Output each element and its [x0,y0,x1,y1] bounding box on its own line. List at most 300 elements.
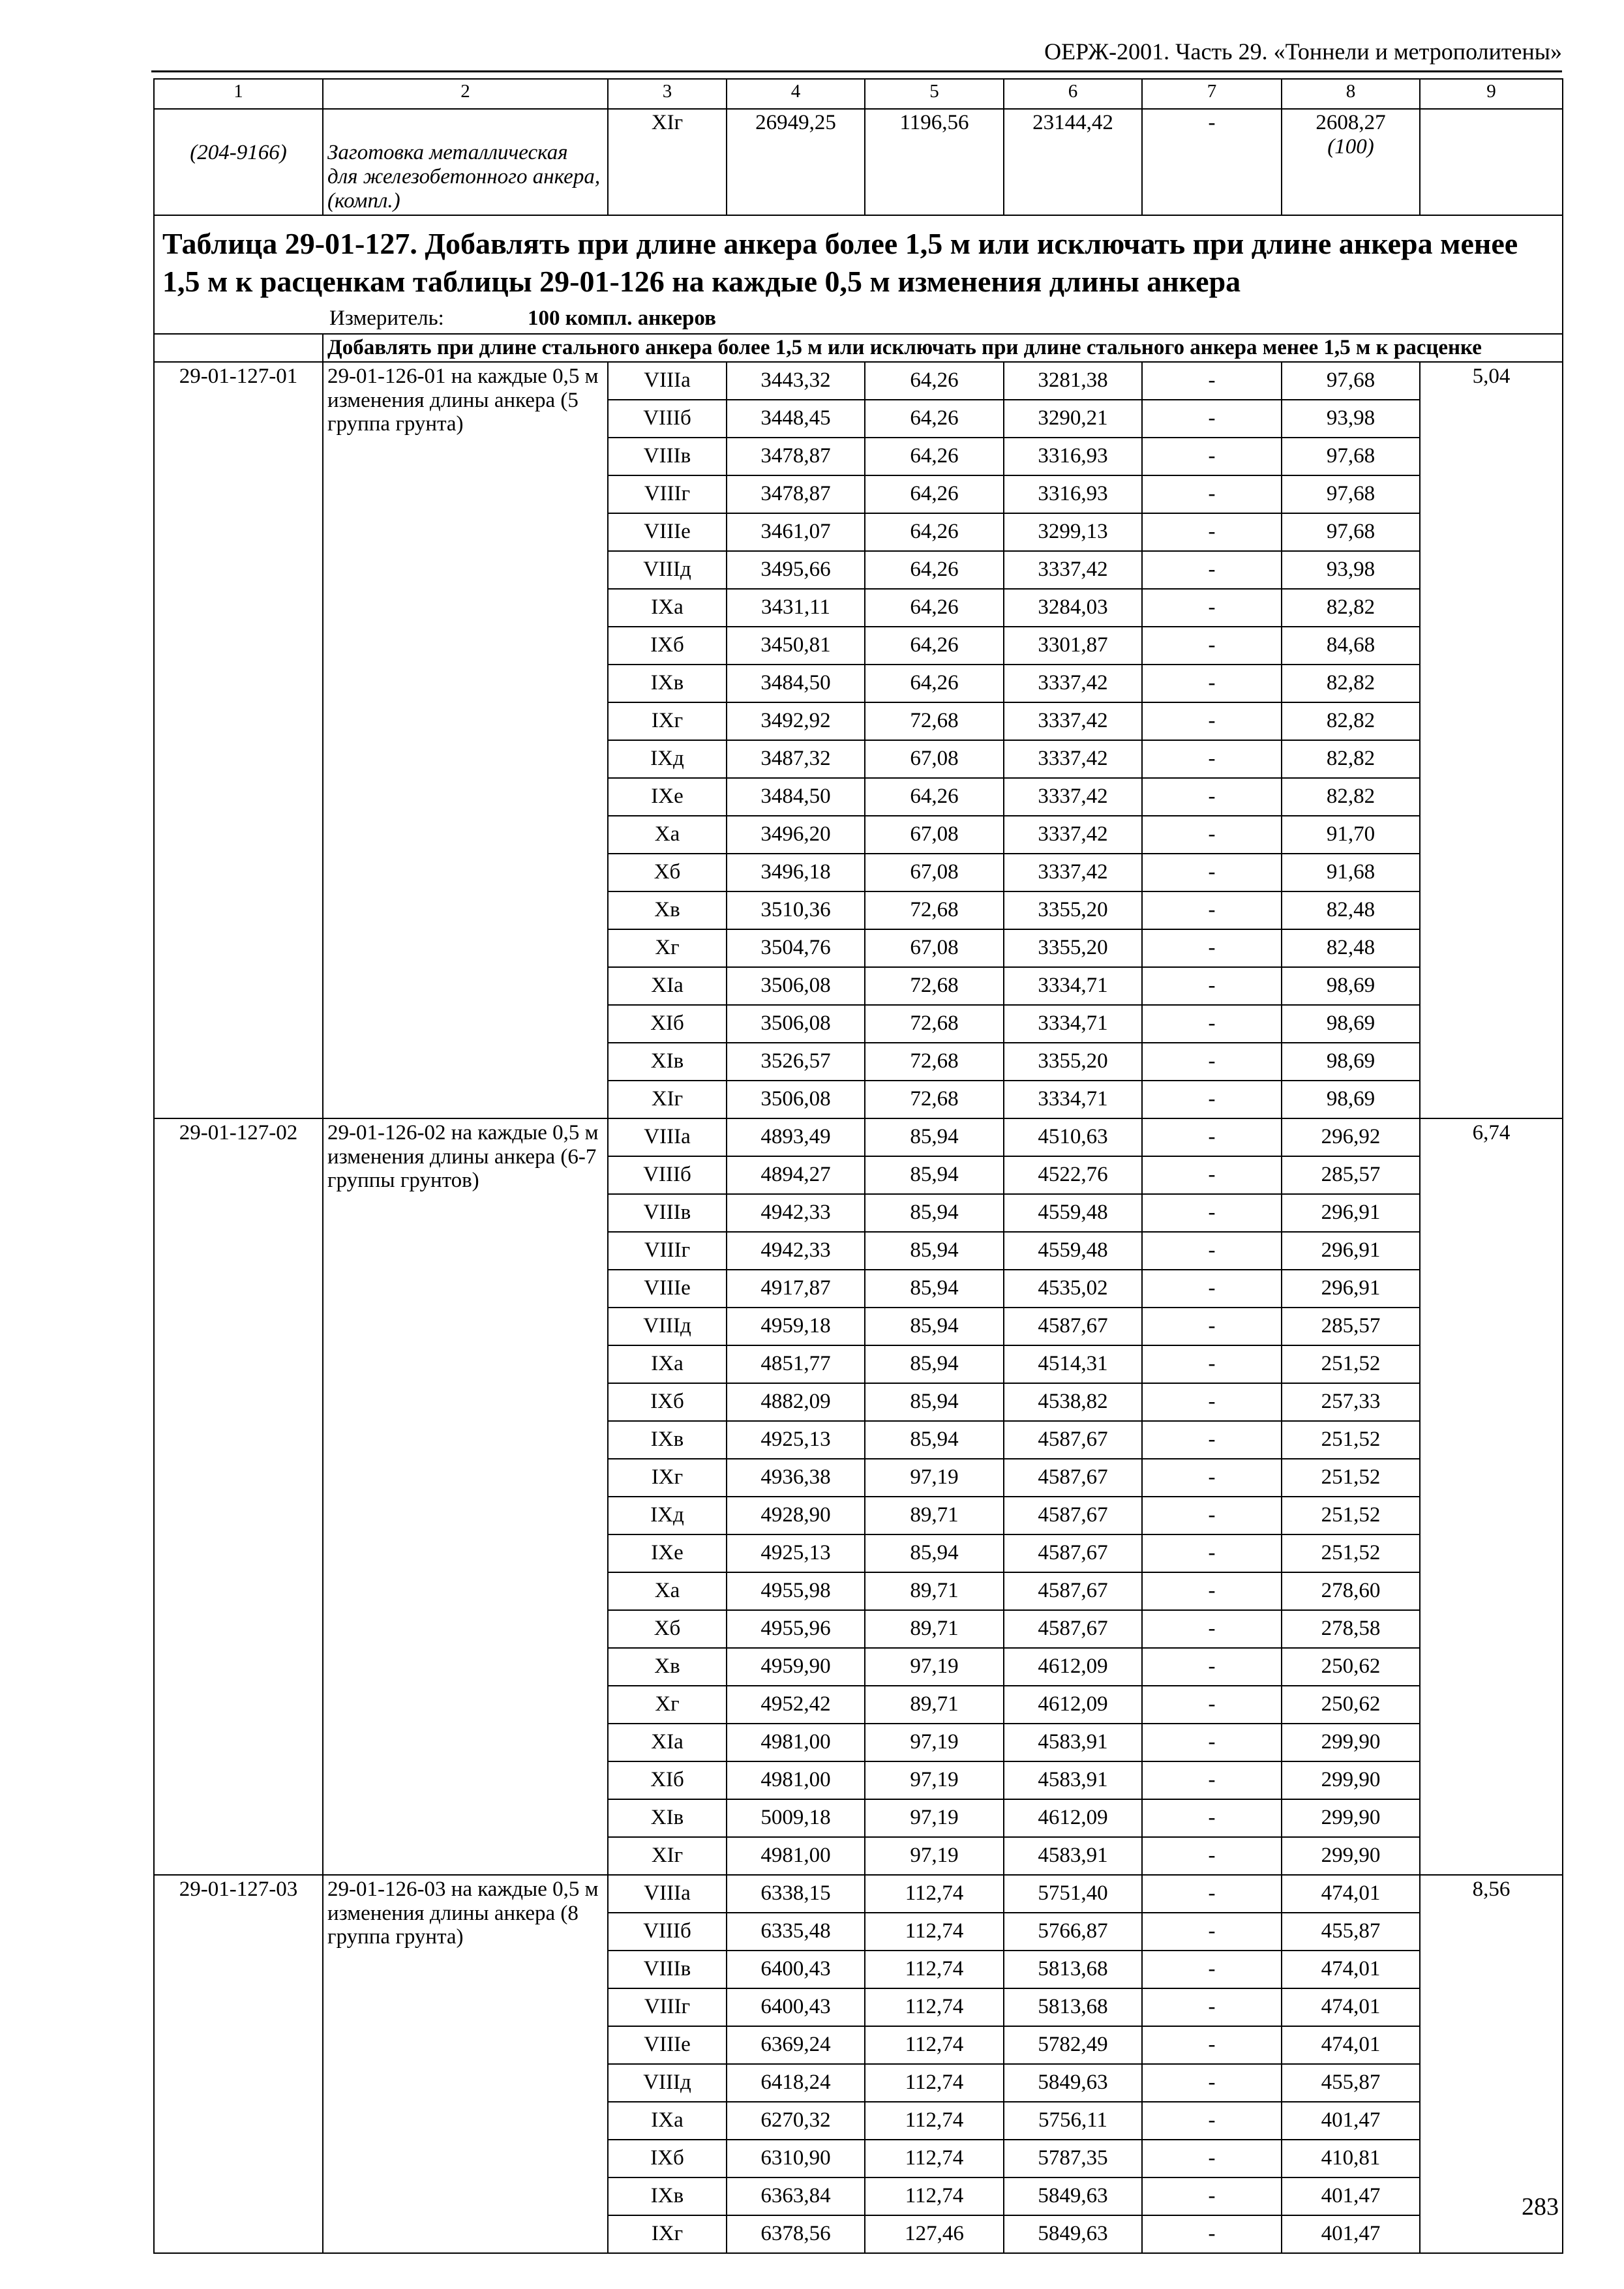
machinery-cost: 3301,87 [1004,627,1142,665]
ground-class: IXд [608,1497,727,1534]
materials-cost: 82,82 [1282,740,1420,778]
labor-cost: 127,46 [865,2215,1004,2253]
ground-class: VIIIб [608,1156,727,1194]
total-cost: 6363,84 [727,2177,865,2215]
driver-pay: - [1142,475,1282,513]
materials-cost: 278,58 [1282,1610,1420,1648]
materials-cost: 93,98 [1282,551,1420,589]
labor-cost: 72,68 [865,891,1004,929]
total-cost: 3443,32 [727,362,865,400]
materials-cost: 410,81 [1282,2140,1420,2177]
driver-pay: - [1142,1421,1282,1459]
materials-cost: 401,47 [1282,2215,1420,2253]
materials-cost: 82,48 [1282,891,1420,929]
materials-cost: 97,68 [1282,475,1420,513]
total-cost: 3484,50 [727,778,865,816]
labor-cost: 85,94 [865,1534,1004,1572]
material-code: (204-9166) [154,109,323,215]
labor-cost: 64,26 [865,513,1004,551]
driver-pay: - [1142,1799,1282,1837]
material-description: Заготовка металлическая для железобетонного анкера, (компл.) [323,109,608,215]
total-cost: 4959,90 [727,1648,865,1686]
total-cost: 3450,81 [727,627,865,665]
material-col6: 23144,42 [1004,109,1142,215]
running-header: ОЕРЖ-2001. Часть 29. «Тоннели и метрополитены» [1044,38,1562,65]
total-cost: 3431,11 [727,589,865,627]
total-cost: 4917,87 [727,1270,865,1308]
total-cost: 3510,36 [727,891,865,929]
column-number: 2 [323,79,608,109]
labor-cost: 97,19 [865,1724,1004,1761]
materials-cost: 299,90 [1282,1724,1420,1761]
driver-pay: - [1142,1232,1282,1270]
total-cost: 4955,98 [727,1572,865,1610]
labor-cost: 112,74 [865,1951,1004,1988]
total-cost: 6270,32 [727,2102,865,2140]
labor-cost: 64,26 [865,551,1004,589]
total-cost: 6400,43 [727,1951,865,1988]
column-number-row [154,79,1563,109]
total-cost: 6400,43 [727,1988,865,2026]
machinery-cost: 3284,03 [1004,589,1142,627]
driver-pay: - [1142,438,1282,475]
ground-class: VIIIд [608,551,727,589]
machinery-cost: 3337,42 [1004,702,1142,740]
ground-class: XIа [608,1724,727,1761]
driver-pay: - [1142,2140,1282,2177]
total-cost: 4981,00 [727,1724,865,1761]
driver-pay: - [1142,1988,1282,2026]
machinery-cost: 4583,91 [1004,1761,1142,1799]
labor-cost: 112,74 [865,2140,1004,2177]
machinery-cost: 4612,09 [1004,1799,1142,1837]
materials-cost: 97,68 [1282,513,1420,551]
table-row [154,1118,1563,1156]
driver-pay: - [1142,1724,1282,1761]
ground-class: VIIIг [608,1988,727,2026]
column-number: 6 [1004,79,1142,109]
labor-cost: 64,26 [865,438,1004,475]
materials-cost: 98,69 [1282,1081,1420,1118]
driver-pay: - [1142,1875,1282,1913]
total-cost: 4981,00 [727,1761,865,1799]
driver-pay: - [1142,1913,1282,1951]
labor-cost: 97,19 [865,1799,1004,1837]
labor-cost: 97,19 [865,1837,1004,1875]
rate-description: 29-01-126-03 на каждые 0,5 м изменения длины анкера (8 группа грунта) [323,1875,608,2253]
total-cost: 3478,87 [727,438,865,475]
driver-pay: - [1142,1081,1282,1118]
ground-class: Xв [608,891,727,929]
machinery-cost: 4559,48 [1004,1194,1142,1232]
ground-class: VIIIг [608,1232,727,1270]
materials-cost: 82,82 [1282,589,1420,627]
driver-pay: - [1142,400,1282,438]
column-number: 5 [865,79,1004,109]
column-number: 4 [727,79,865,109]
labor-hours: 6,74 [1420,1118,1563,1875]
ground-class: VIIIе [608,513,727,551]
table-title-row [154,215,1563,334]
driver-pay: - [1142,1610,1282,1648]
ground-class: VIIIд [608,1308,727,1345]
ground-class: XIг [608,1837,727,1875]
labor-cost: 72,68 [865,702,1004,740]
labor-cost: 72,68 [865,1081,1004,1118]
labor-cost: 112,74 [865,2102,1004,2140]
machinery-cost: 3334,71 [1004,1081,1142,1118]
driver-pay: - [1142,551,1282,589]
ground-class: IXа [608,1345,727,1383]
machinery-cost: 4612,09 [1004,1648,1142,1686]
total-cost: 3478,87 [727,475,865,513]
ground-class: IXа [608,2102,727,2140]
ground-class: VIIIб [608,400,727,438]
machinery-cost: 5787,35 [1004,2140,1142,2177]
materials-cost: 97,68 [1282,362,1420,400]
machinery-cost: 5849,63 [1004,2064,1142,2102]
driver-pay: - [1142,1648,1282,1686]
driver-pay: - [1142,816,1282,854]
driver-pay: - [1142,665,1282,702]
machinery-cost: 3355,20 [1004,929,1142,967]
labor-cost: 67,08 [865,740,1004,778]
column-number: 8 [1282,79,1420,109]
table-row [154,362,1563,400]
ground-class: IXг [608,2215,727,2253]
labor-cost: 112,74 [865,1875,1004,1913]
materials-cost: 250,62 [1282,1648,1420,1686]
total-cost: 3487,32 [727,740,865,778]
labor-cost: 112,74 [865,2177,1004,2215]
materials-cost: 278,60 [1282,1572,1420,1610]
driver-pay: - [1142,513,1282,551]
machinery-cost: 3281,38 [1004,362,1142,400]
driver-pay: - [1142,1534,1282,1572]
materials-cost: 91,68 [1282,854,1420,891]
machinery-cost: 3337,42 [1004,551,1142,589]
materials-cost: 474,01 [1282,2026,1420,2064]
ground-class: Xв [608,1648,727,1686]
driver-pay: - [1142,1118,1282,1156]
materials-cost: 401,47 [1282,2102,1420,2140]
materials-cost: 98,69 [1282,1043,1420,1081]
machinery-cost: 3316,93 [1004,438,1142,475]
ground-class: VIIIв [608,1951,727,1988]
machinery-cost: 3337,42 [1004,778,1142,816]
labor-cost: 112,74 [865,1913,1004,1951]
ground-class: Xг [608,929,727,967]
materials-cost: 401,47 [1282,2177,1420,2215]
driver-pay: - [1142,929,1282,967]
material-class: XIг [608,109,727,215]
total-cost: 3448,45 [727,400,865,438]
total-cost: 4851,77 [727,1345,865,1383]
materials-cost: 84,68 [1282,627,1420,665]
materials-cost: 296,91 [1282,1232,1420,1270]
machinery-cost: 4587,67 [1004,1421,1142,1459]
total-cost: 3496,20 [727,816,865,854]
driver-pay: - [1142,2215,1282,2253]
labor-cost: 97,19 [865,1761,1004,1799]
total-cost: 4942,33 [727,1232,865,1270]
total-cost: 3506,08 [727,967,865,1005]
materials-cost: 474,01 [1282,1875,1420,1913]
labor-cost: 85,94 [865,1383,1004,1421]
ground-class: VIIIе [608,2026,727,2064]
materials-cost: 91,70 [1282,816,1420,854]
materials-cost: 455,87 [1282,2064,1420,2102]
materials-cost: 82,82 [1282,702,1420,740]
labor-cost: 72,68 [865,1005,1004,1043]
ground-class: IXв [608,2177,727,2215]
total-cost: 4882,09 [727,1383,865,1421]
unit-label: Измеритель: [329,306,444,330]
driver-pay: - [1142,702,1282,740]
ground-class: XIг [608,1081,727,1118]
machinery-cost: 3355,20 [1004,1043,1142,1081]
column-number: 3 [608,79,727,109]
labor-cost: 85,94 [865,1421,1004,1459]
machinery-cost: 4612,09 [1004,1686,1142,1724]
total-cost: 6338,15 [727,1875,865,1913]
machinery-cost: 3337,42 [1004,740,1142,778]
materials-cost: 82,48 [1282,929,1420,967]
ground-class: XIа [608,967,727,1005]
machinery-cost: 5756,11 [1004,2102,1142,2140]
materials-cost: 251,52 [1282,1534,1420,1572]
driver-pay: - [1142,1459,1282,1497]
labor-cost: 72,68 [865,1043,1004,1081]
materials-cost: 474,01 [1282,1951,1420,1988]
ground-class: VIIIд [608,2064,727,2102]
machinery-cost: 5782,49 [1004,2026,1142,2064]
driver-pay: - [1142,1497,1282,1534]
machinery-cost: 4522,76 [1004,1156,1142,1194]
table-row [154,1875,1563,1913]
labor-cost: 85,94 [865,1308,1004,1345]
materials-cost: 299,90 [1282,1799,1420,1837]
driver-pay: - [1142,1156,1282,1194]
labor-cost: 64,26 [865,400,1004,438]
machinery-cost: 3299,13 [1004,513,1142,551]
machinery-cost: 4510,63 [1004,1118,1142,1156]
driver-pay: - [1142,362,1282,400]
machinery-cost: 4587,67 [1004,1572,1142,1610]
driver-pay: - [1142,891,1282,929]
driver-pay: - [1142,967,1282,1005]
machinery-cost: 3337,42 [1004,816,1142,854]
ground-class: IXб [608,1383,727,1421]
labor-cost: 67,08 [865,854,1004,891]
driver-pay: - [1142,1194,1282,1232]
driver-pay: - [1142,1005,1282,1043]
ground-class: IXе [608,1534,727,1572]
materials-cost: 251,52 [1282,1497,1420,1534]
total-cost: 6310,90 [727,2140,865,2177]
total-cost: 3496,18 [727,854,865,891]
ground-class: IXв [608,665,727,702]
ground-class: Xб [608,854,727,891]
ground-class: XIб [608,1005,727,1043]
labor-cost: 112,74 [865,1988,1004,2026]
ground-class: XIв [608,1799,727,1837]
machinery-cost: 4587,67 [1004,1459,1142,1497]
total-cost: 4936,38 [727,1459,865,1497]
labor-cost: 64,26 [865,665,1004,702]
column-number: 7 [1142,79,1282,109]
labor-cost: 64,26 [865,589,1004,627]
machinery-cost: 3316,93 [1004,475,1142,513]
driver-pay: - [1142,1761,1282,1799]
material-col5: 1196,56 [865,109,1004,215]
material-col7: - [1142,109,1282,215]
driver-pay: - [1142,1308,1282,1345]
rates-table [153,78,1563,2254]
machinery-cost: 4538,82 [1004,1383,1142,1421]
driver-pay: - [1142,1686,1282,1724]
unit-line [158,307,1558,331]
labor-cost: 112,74 [865,2026,1004,2064]
driver-pay: - [1142,1951,1282,1988]
machinery-cost: 4583,91 [1004,1837,1142,1875]
total-cost: 3504,76 [727,929,865,967]
material-col8-value: 2608,27 [1316,111,1386,134]
ground-class: VIIIа [608,362,727,400]
ground-class: XIб [608,1761,727,1799]
materials-cost: 251,52 [1282,1459,1420,1497]
subheading-row [154,334,1563,362]
labor-cost: 85,94 [865,1270,1004,1308]
ground-class: IXг [608,702,727,740]
labor-cost: 64,26 [865,778,1004,816]
table-title: Таблица 29-01-127. Добавлять при длине анкера более 1,5 м или исключать при длине анкера менее 1,5 м к расценкам таблицы 29-01-126 на каждые 0,5 м изменения длины анкера [162,226,1518,299]
total-cost: 4942,33 [727,1194,865,1232]
materials-cost: 285,57 [1282,1308,1420,1345]
ground-class: XIв [608,1043,727,1081]
driver-pay: - [1142,1572,1282,1610]
ground-class: Xа [608,816,727,854]
materials-cost: 250,62 [1282,1686,1420,1724]
total-cost: 6418,24 [727,2064,865,2102]
labor-cost: 89,71 [865,1572,1004,1610]
total-cost: 4894,27 [727,1156,865,1194]
total-cost: 4925,13 [727,1534,865,1572]
labor-hours: 8,56 [1420,1875,1563,2253]
ground-class: Xг [608,1686,727,1724]
machinery-cost: 5849,63 [1004,2215,1142,2253]
driver-pay: - [1142,2102,1282,2140]
driver-pay: - [1142,1383,1282,1421]
page-number: 283 [1522,2193,1559,2221]
ground-class: VIIIа [608,1118,727,1156]
labor-cost: 64,26 [865,362,1004,400]
ground-class: IXе [608,778,727,816]
labor-cost: 85,94 [865,1194,1004,1232]
labor-cost: 67,08 [865,816,1004,854]
machinery-cost: 3355,20 [1004,891,1142,929]
total-cost: 3506,08 [727,1005,865,1043]
labor-cost: 64,26 [865,627,1004,665]
total-cost: 4981,00 [727,1837,865,1875]
total-cost: 4925,13 [727,1421,865,1459]
ground-class: IXв [608,1421,727,1459]
materials-cost: 93,98 [1282,400,1420,438]
machinery-cost: 5849,63 [1004,2177,1142,2215]
total-cost: 4893,49 [727,1118,865,1156]
driver-pay: - [1142,854,1282,891]
driver-pay: - [1142,2177,1282,2215]
ground-class: VIIIг [608,475,727,513]
materials-cost: 296,91 [1282,1270,1420,1308]
labor-cost: 64,26 [865,475,1004,513]
total-cost: 4952,42 [727,1686,865,1724]
material-col9 [1420,109,1563,215]
ground-class: IXд [608,740,727,778]
total-cost: 3495,66 [727,551,865,589]
ground-class: Xб [608,1610,727,1648]
ground-class: VIIIе [608,1270,727,1308]
materials-cost: 257,33 [1282,1383,1420,1421]
machinery-cost: 5813,68 [1004,1951,1142,1988]
machinery-cost: 4535,02 [1004,1270,1142,1308]
driver-pay: - [1142,2064,1282,2102]
driver-pay: - [1142,627,1282,665]
total-cost: 4955,96 [727,1610,865,1648]
material-col4: 26949,25 [727,109,865,215]
machinery-cost: 3290,21 [1004,400,1142,438]
labor-cost: 85,94 [865,1118,1004,1156]
materials-cost: 455,87 [1282,1913,1420,1951]
rate-description: 29-01-126-01 на каждые 0,5 м изменения длины анкера (5 группа грунта) [323,362,608,1118]
column-number: 9 [1420,79,1563,109]
labor-cost: 85,94 [865,1232,1004,1270]
materials-cost: 98,69 [1282,1005,1420,1043]
ground-class: IXб [608,627,727,665]
materials-cost: 251,52 [1282,1345,1420,1383]
materials-cost: 299,90 [1282,1837,1420,1875]
ground-class: IXа [608,589,727,627]
labor-cost: 67,08 [865,929,1004,967]
machinery-cost: 4583,91 [1004,1724,1142,1761]
material-col8 [1282,109,1420,215]
materials-cost: 285,57 [1282,1156,1420,1194]
machinery-cost: 4559,48 [1004,1232,1142,1270]
ground-class: IXг [608,1459,727,1497]
total-cost: 6378,56 [727,2215,865,2253]
total-cost: 3526,57 [727,1043,865,1081]
labor-cost: 97,19 [865,1459,1004,1497]
ground-class: Xа [608,1572,727,1610]
driver-pay: - [1142,740,1282,778]
driver-pay: - [1142,1043,1282,1081]
total-cost: 5009,18 [727,1799,865,1837]
materials-cost: 296,92 [1282,1118,1420,1156]
machinery-cost: 3334,71 [1004,967,1142,1005]
materials-cost: 296,91 [1282,1194,1420,1232]
materials-cost: 82,82 [1282,665,1420,702]
materials-cost: 82,82 [1282,778,1420,816]
machinery-cost: 3337,42 [1004,665,1142,702]
ground-class: VIIIв [608,438,727,475]
labor-hours: 5,04 [1420,362,1563,1118]
driver-pay: - [1142,1270,1282,1308]
header-rule [151,70,1562,72]
total-cost: 3492,92 [727,702,865,740]
machinery-cost: 4587,67 [1004,1497,1142,1534]
subheading: Добавлять при длине стального анкера более 1,5 м или исключать при длине стального анкера менее 1,5 м к расценке [323,334,1563,362]
materials-cost: 97,68 [1282,438,1420,475]
